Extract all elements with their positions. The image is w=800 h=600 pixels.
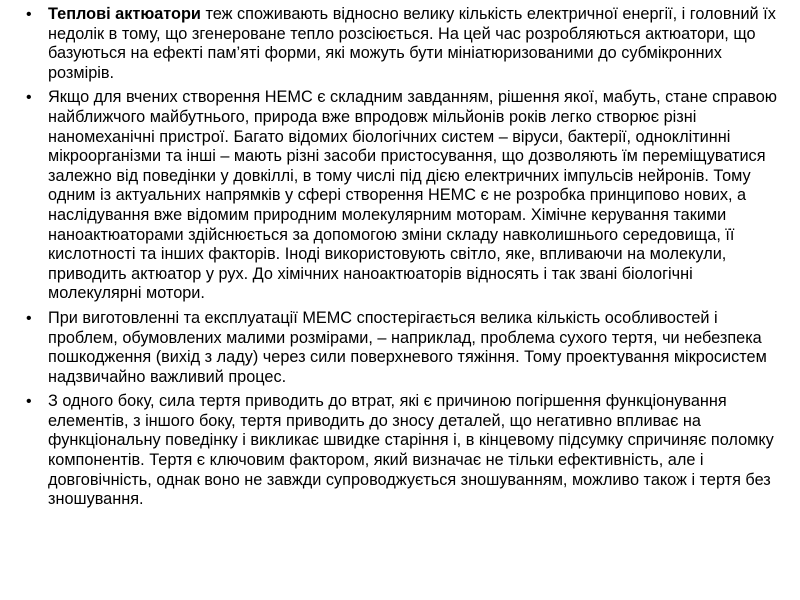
paragraph-text: Якщо для вчених створення НЕМС є складним завданням, рішення якої, мабуть, стане справою найближчого майбутнього, природа вже впродовж мільйонів років легко створює різні наномеханічні пристрої. Багато відомих біологічних систем – віруси, бактерії, одноклітинні мікроорганізми та інші – мають різні засоби пристосування, що дозволяють їм переміщуватися залежно від поведінки у довкіллі, в тому числі під дією електричних імпульсів нейронів. Тому одним із актуальних напрямків у сфері створення НЕМС є не розробка принципово нових, а наслідування вже відомим природним молекулярним моторам. Хімічне керування такими наноактюаторами здійснюється за допомогою зміни складу навколишнього середовища, її кислотності та інших факторів. Іноді використовують світло, яке, впливаючи на молекули, приводить актюатор у рух. До хімічних наноактюаторів відносять і так звані біологічні молекулярні мотори. — [48, 88, 777, 303]
list-item — [24, 88, 784, 304]
paragraph-text: теж споживають відносно велику кількість електричної енергії, і головний їх недолік в тому, що згенероване тепло розсіюється. На цей час розробляються актюатори, що базуються на ефекті пам’яті форми, які можуть бути мініатюризованими до субмікронних розмірів. — [48, 5, 776, 82]
bullet-icon: • — [26, 6, 32, 23]
list-item — [24, 392, 784, 510]
list-item — [24, 5, 784, 83]
paragraph-bold-lead: Теплові актюатори — [48, 5, 201, 23]
bullet-list — [24, 5, 784, 515]
bullet-icon: • — [26, 89, 32, 107]
paragraph-text: З одного боку, сила тертя приводить до втрат, які є причиною погіршення функціонування елементів, з іншого боку, тертя приводить до зносу деталей, що негативно впливає на функціональну поведінку і викликає швидке старіння і, в кінцевому підсумку спричиняє поломку компонентів. Тертя є ключовим фактором, який визначає не тільки ефективність, але і довговічність, однак воно не завжди супроводжується зношуванням, можливо також і тертя без зношування. — [48, 392, 774, 509]
bullet-icon: • — [26, 309, 32, 327]
bullet-icon: • — [26, 393, 32, 411]
paragraph-text: При виготовленні та експлуатації МЕМС спостерігається велика кількість особливостей і проблем, обумовлених малими розмірами, – наприклад, проблема сухого тертя, чи небезпека пошкодження (вихід з ладу) через сили поверхневого тяжіння. Тому проектування мікросистем надзвичайно важливий процес. — [48, 308, 767, 386]
list-item — [24, 309, 784, 387]
